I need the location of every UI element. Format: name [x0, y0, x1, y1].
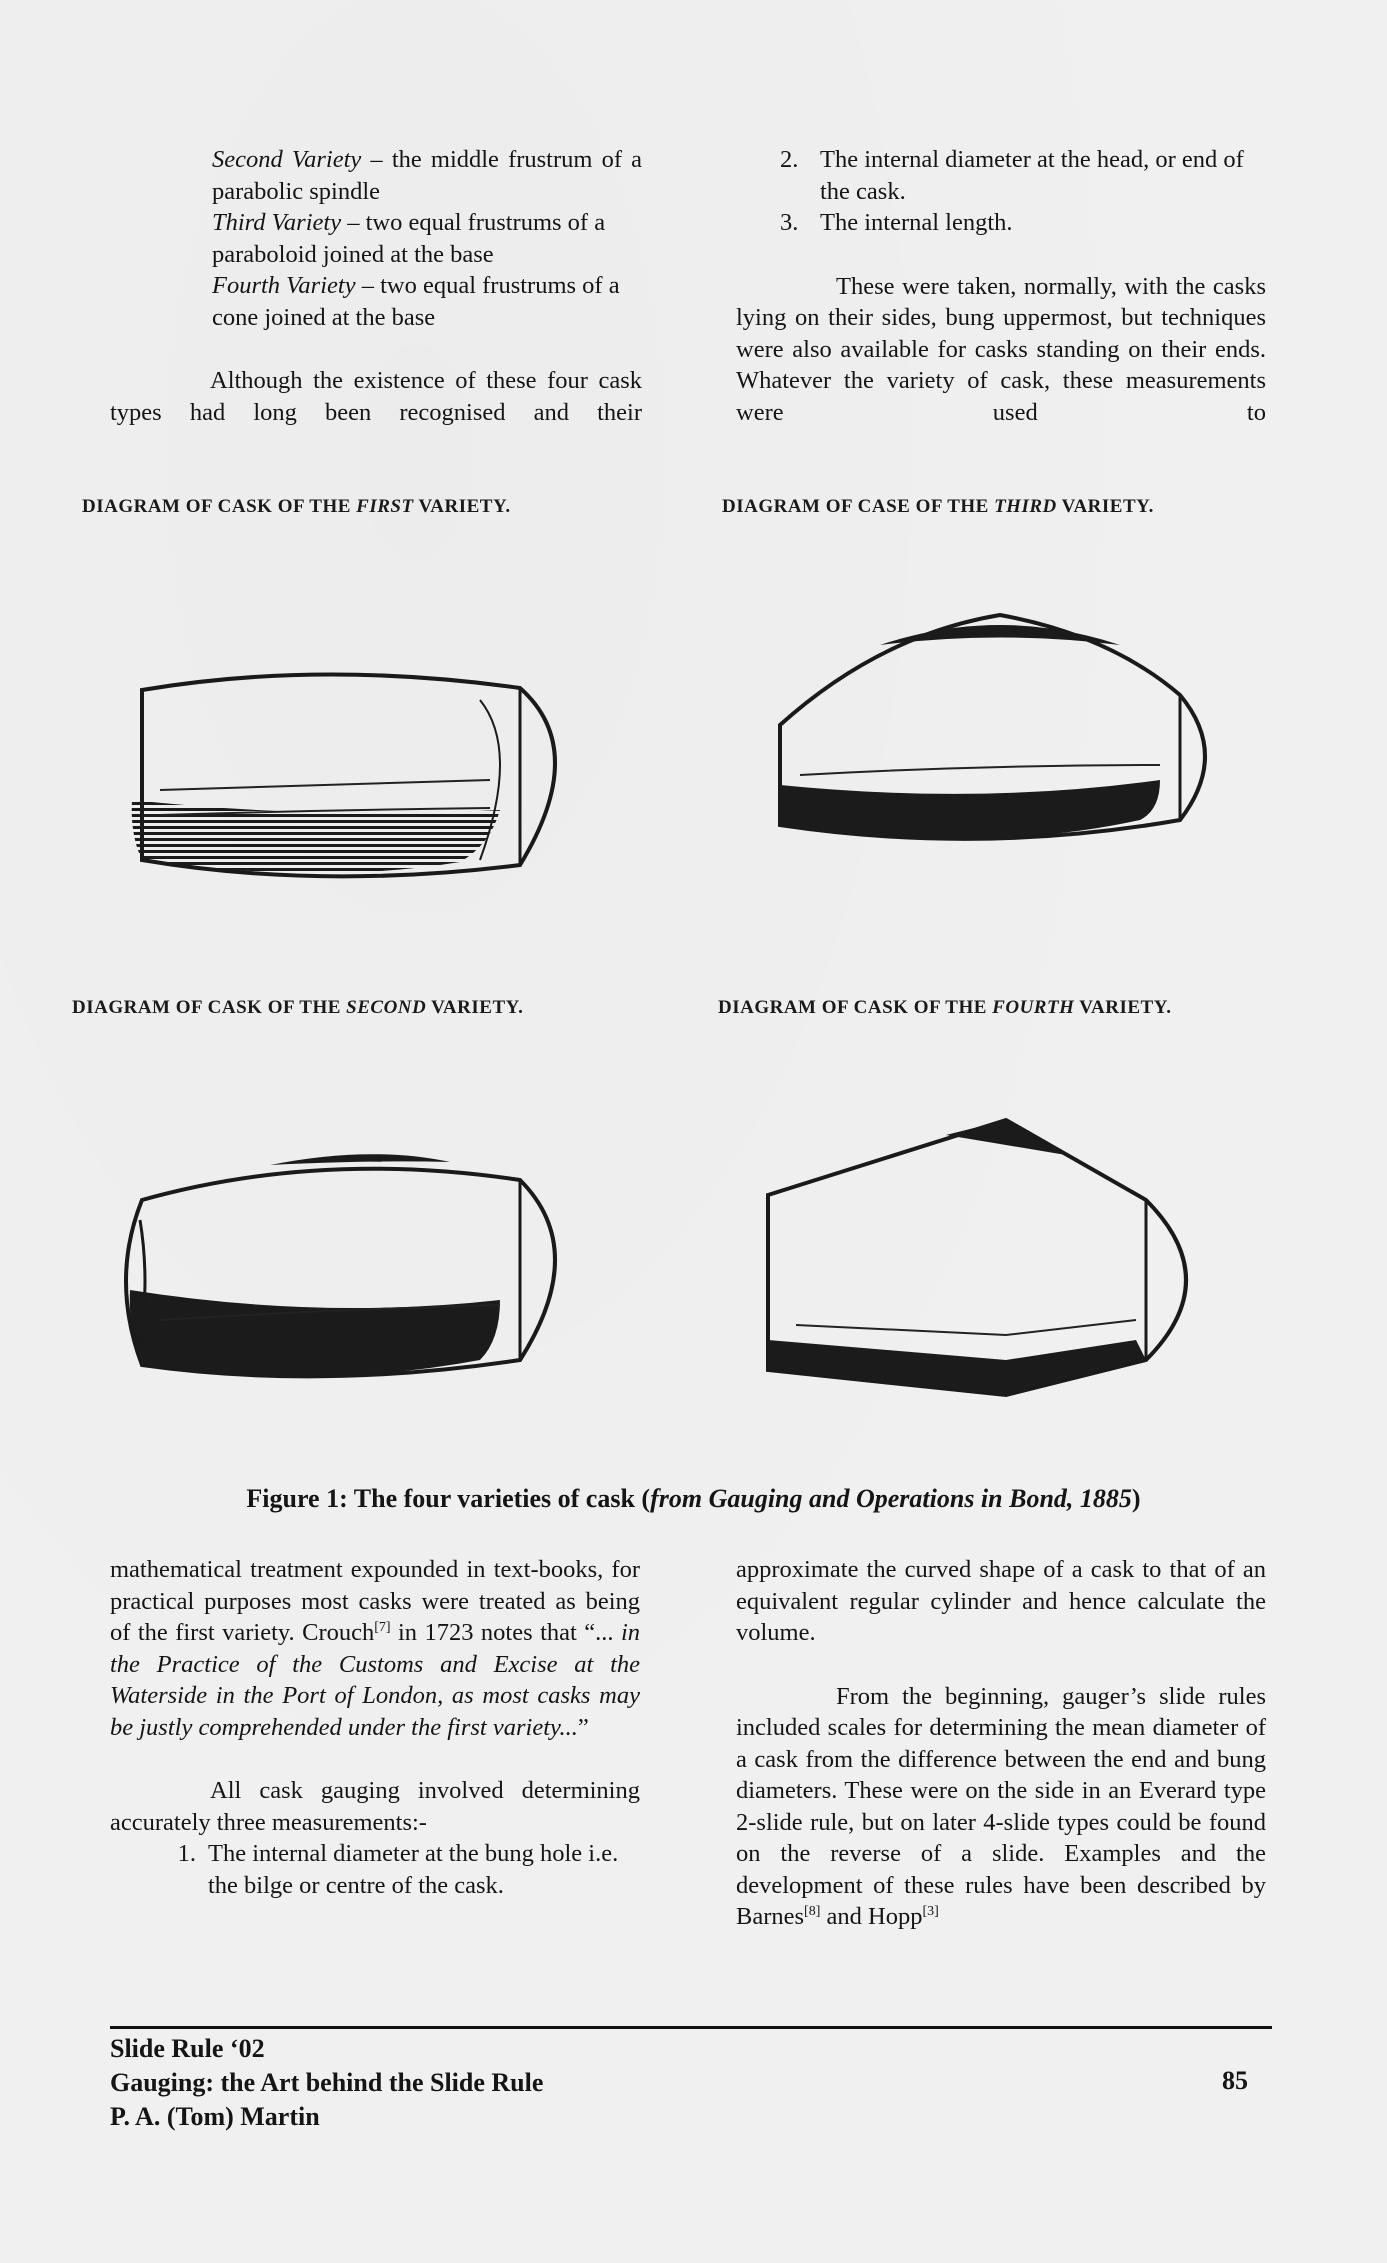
- footer-author: P. A. (Tom) Martin: [110, 2102, 320, 2131]
- cask-top-shading: [880, 625, 1120, 645]
- figure-caption-pre: Figure 1: The four varieties of cask (: [246, 1484, 651, 1513]
- caption-fourth-italic: FOURTH: [992, 997, 1075, 1018]
- variety-3-label: Third Variety: [212, 209, 342, 236]
- footer-conference: Slide Rule ‘02: [110, 2034, 265, 2063]
- reference-8: [8]: [804, 1904, 821, 1919]
- caption-third-pre: DIAGRAM OF CASE OF THE: [722, 496, 995, 517]
- list-item-2: [736, 144, 1266, 207]
- bottom-right-column: [736, 1554, 1266, 1933]
- cask-top-shading: [270, 1154, 450, 1165]
- footer-title: Gauging: the Art behind the Slide Rule: [110, 2068, 544, 2097]
- footer: [110, 2032, 543, 2134]
- caption-third-post: VARIETY.: [1056, 496, 1154, 517]
- list-item-3-text: The internal length.: [820, 209, 1013, 236]
- variety-2-text: – the middle frustrum of a parabolic spindle: [212, 146, 642, 205]
- diagram-caption-third: [722, 496, 1154, 518]
- variety-4-line: [212, 270, 642, 333]
- diagram-caption-second: [72, 997, 523, 1019]
- cask-diagram-third: [760, 605, 1240, 855]
- caption-fourth-post: VARIETY.: [1074, 997, 1172, 1018]
- list-item-2-text: The internal diameter at the head, or end of the cask.: [820, 146, 1244, 205]
- cask-liquid-shading: [768, 1340, 1146, 1395]
- bl-p1-quote: in the Practice of the Customs and Excise at the Waterside in the Port of London, as most casks may be justly comprehended under the first variety...: [110, 1619, 640, 1741]
- top-left-column: [110, 144, 642, 428]
- bottom-left-column: [110, 1554, 640, 1901]
- caption-first-italic: FIRST: [356, 496, 414, 517]
- caption-second-post: VARIETY.: [426, 997, 524, 1018]
- bottom-left-paragraph-2: All cask gauging involved determining accurately three measurements:-: [110, 1777, 640, 1836]
- diagram-caption-first: [82, 496, 511, 518]
- caption-third-italic: THIRD: [994, 496, 1057, 517]
- caption-first-pre: DIAGRAM OF CASK OF THE: [82, 496, 357, 517]
- caption-first-post: VARIETY.: [413, 496, 511, 517]
- bottom-right-paragraph-1: approximate the curved shape of a cask to that of an equivalent regular cylinder and hence calculate the volume.: [736, 1556, 1266, 1646]
- list-item-1-number: 1.: [177, 1840, 196, 1867]
- list-item-3-number: 3.: [780, 209, 799, 236]
- top-right-paragraph: These were taken, normally, with the casks lying on their sides, bung uppermost, but techniques were also available for casks standing on their ends. Whatever the variety of cask, these measurements were used to: [736, 272, 1266, 426]
- variety-2-label: Second Variety: [212, 146, 362, 173]
- figure-caption-post: ): [1131, 1484, 1141, 1513]
- caption-second-pre: DIAGRAM OF CASK OF THE: [72, 997, 347, 1018]
- br-p2-b: and Hopp: [820, 1903, 923, 1930]
- page-number: 85: [1222, 2066, 1248, 2095]
- variety-4-text: – two equal frustrums of a cone joined at the base: [212, 272, 620, 331]
- bl-p1-b: in 1723 notes that “...: [390, 1619, 621, 1646]
- caption-second-italic: SECOND: [346, 997, 427, 1018]
- cask-top-shading: [946, 1120, 1066, 1155]
- figure-caption: [0, 1484, 1387, 1514]
- diagram-caption-fourth: [718, 997, 1171, 1019]
- variety-2-line: [212, 144, 642, 207]
- cask-diagram-second: [120, 1120, 590, 1380]
- list-item-1-text: The internal diameter at the bung hole i.e. the bilge or centre of the cask.: [208, 1840, 619, 1899]
- variety-3-text: – two equal frustrums of a paraboloid joined at the base: [212, 209, 606, 268]
- bl-p1-c: ”: [577, 1713, 589, 1741]
- reference-7: [7]: [374, 1620, 391, 1635]
- list-item-2-number: 2.: [780, 146, 799, 173]
- br-p2-a: From the beginning, gauger’s slide rules included scales for determining the mean diameter of a cask from the difference between the end and bung diameters. These were on the side in an Everard type 2-slide rule, but on later 4-slide types could be found on the reverse of a slide. Examples and the development of these rules have been described by Barnes: [736, 1682, 1266, 1930]
- footer-rule: [110, 2026, 1272, 2029]
- list-item-3: [736, 207, 1266, 239]
- cask-diagram-fourth: [756, 1110, 1246, 1400]
- list-item-1: [110, 1838, 640, 1901]
- top-left-paragraph: Although the existence of these four cask types had long been recognised and their: [110, 367, 642, 426]
- caption-fourth-pre: DIAGRAM OF CASK OF THE: [718, 997, 993, 1018]
- cask-liquid-shading: [130, 1290, 500, 1376]
- bottom-right-paragraph-2: [736, 1681, 1266, 1933]
- variety-4-label: Fourth Variety: [212, 272, 356, 299]
- bottom-left-paragraph-1: [110, 1554, 640, 1743]
- figure-caption-source: from Gauging and Operations in Bond, 1885: [650, 1484, 1132, 1513]
- top-right-column: [736, 144, 1266, 428]
- variety-3-line: [212, 207, 642, 270]
- bl-p1-a: mathematical treatment expounded in text-books, for practical purposes most casks were treated as being of the first variety. Crouch: [110, 1556, 640, 1646]
- reference-3: [3]: [922, 1904, 939, 1919]
- cask-diagram-first: [120, 610, 590, 880]
